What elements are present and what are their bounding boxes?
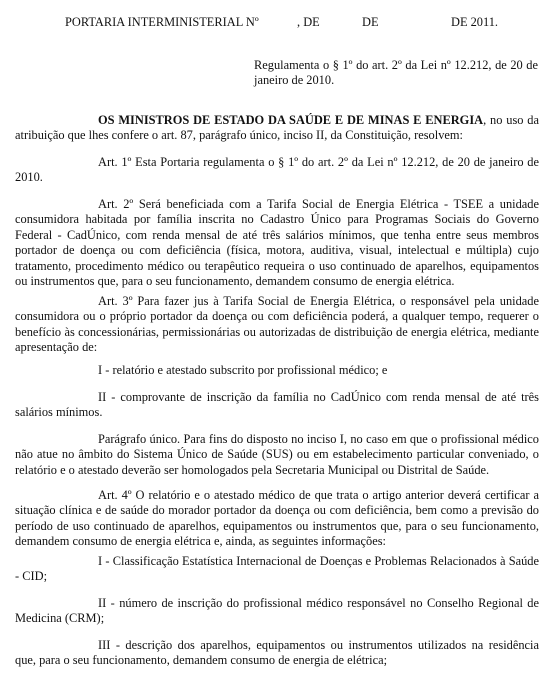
preamble-text: , no uso da atribuição que lhes confere o art. 87, parágrafo único, inciso II, da Constituição, resolvem: bbox=[15, 113, 539, 143]
article-4-inciso-iii: III - descrição dos aparelhos, equipamentos ou instrumentos utilizados na residência que, para o seu funcionamento, demandem consumo de energia de elétrica; bbox=[15, 638, 539, 668]
article-4-inciso-ii: II - número de inscrição do profissional médico responsável no Conselho Regional de Medicina (CRM); bbox=[15, 596, 539, 626]
article-3-inciso-i: I - relatório e atestado subscrito por profissional médico; e bbox=[98, 363, 388, 377]
date-de-2: DE bbox=[362, 15, 379, 29]
preamble-bold: OS MINISTROS DE ESTADO DA SAÚDE E DE MINAS E ENERGIA bbox=[98, 113, 484, 127]
article-3-paragrafo-unico: Parágrafo único. Para fins do disposto no inciso I, no caso em que o profissional médico não atue no âmbito do Sistema Único de Saúde (SUS) ou em estabelecimento particular conveniado, o relatório e o atestado deverão ser homologados pela Secretaria Municipal ou Distrital de Saúde. bbox=[15, 432, 539, 477]
date-de-1: , DE bbox=[297, 15, 320, 29]
article-3: Art. 3º Para fazer jus à Tarifa Social de Energia Elétrica, o responsável pela unidade consumidora ou o próprio portador da doença ou com deficiência poderá, a qualquer tempo, requerer o benefício às concessionárias, permissionárias ou autorizadas de distribuição de energia elétrica, mediante apresentação de: bbox=[15, 294, 539, 355]
article-1: Art. 1º Esta Portaria regulamenta o § 1º do art. 2º da Lei nº 12.212, de 20 de janeiro de 2010. bbox=[15, 155, 539, 185]
article-3-inciso-ii: II - comprovante de inscrição da família no CadÚnico com renda mensal de até três salários mínimos. bbox=[15, 390, 539, 420]
date-year: DE 2011. bbox=[451, 15, 499, 29]
article-2: Art. 2º Será beneficiada com a Tarifa Social de Energia Elétrica - TSEE a unidade consumidora habitada por família inscrita no Cadastro Único para Programas Sociais do Governo Federal - CadÚnico, com renda mensal de até três salários mínimos, que tenha entre seus membros portador de doença ou com deficiência (física, motora, auditiva, visual, intelectual e múltipla) cujo tratamento, procedimento médico ou terapêutico requeira o uso continuado de aparelhos, equipamentos ou instrumentos que, para o seu funcionamento, demandem consumo de energia elétrica. bbox=[15, 197, 539, 289]
preamble bbox=[15, 113, 539, 144]
ementa: Regulamenta o § 1º do art. 2º da Lei nº 12.212, de 20 de janeiro de 2010. bbox=[254, 58, 538, 88]
article-4: Art. 4º O relatório e o atestado médico de que trata o artigo anterior deverá certificar a situação clínica e de saúde do morador portador da doença ou com deficiência, bem como a previsão do período de uso continuado de aparelhos, equipamentos ou instrumentos que, para o seu funcionamento, demandem consumo de energia elétrica e, ainda, as seguintes informações: bbox=[15, 488, 539, 549]
article-4-inciso-i: I - Classificação Estatística Internacional de Doenças e Problemas Relacionados à Saúde - CID; bbox=[15, 554, 539, 584]
portaria-title: PORTARIA INTERMINISTERIAL Nº bbox=[65, 15, 259, 29]
